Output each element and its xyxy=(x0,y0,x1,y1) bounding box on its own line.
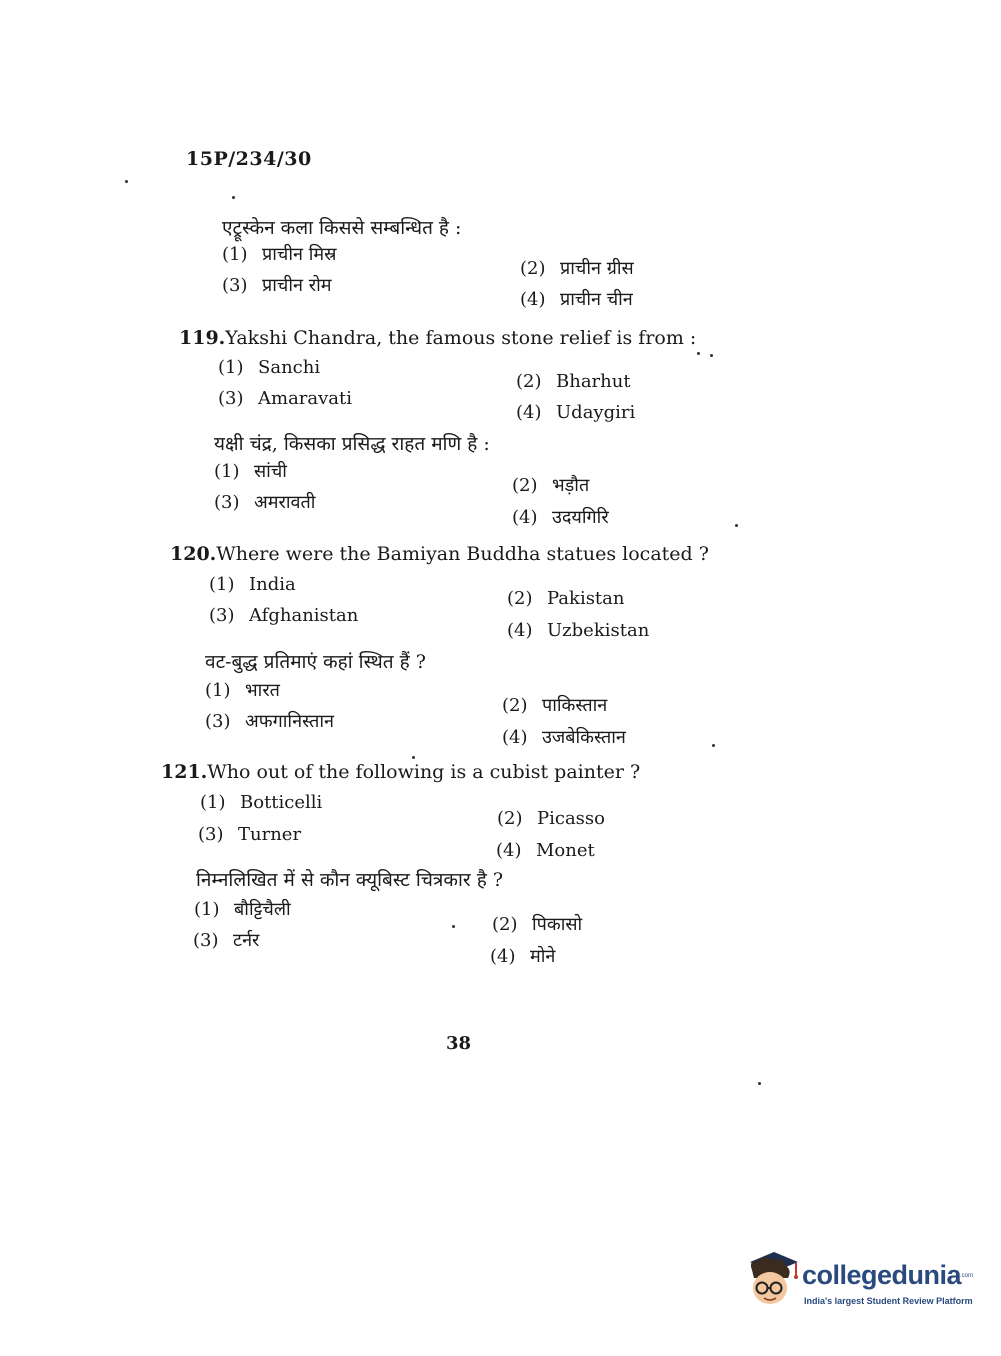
scan-speck xyxy=(412,756,415,759)
q119-hindi-option-3: (3) अमरावती xyxy=(214,492,316,513)
q121-option-4: (4) Monet xyxy=(496,840,595,861)
q119-option-4: (4) Udaygiri xyxy=(516,402,636,423)
q121-hindi-option-1: (1) बौट्टिचैली xyxy=(194,899,291,920)
q121-hindi-option-2: (2) पिकासो xyxy=(492,914,583,935)
q120-hindi-option-2: (2) पाकिस्तान xyxy=(502,695,608,716)
q119-hindi-question: यक्षी चंद्र, किसका प्रसिद्ध राहत मणि है : xyxy=(214,433,490,455)
q120-question: 120.Where were the Bamiyan Buddha statues located ? xyxy=(170,543,709,565)
mascot-icon xyxy=(742,1248,802,1310)
scan-speck xyxy=(697,352,700,355)
q119-hindi-option-2: (2) भड़ौत xyxy=(512,475,590,496)
q118-hindi-option-3: (3) प्राचीन रोम xyxy=(222,275,332,296)
q121-hindi-option-4: (4) मोने xyxy=(490,946,556,967)
logo-wordmark: collegedunia xyxy=(802,1260,962,1290)
scan-speck xyxy=(712,744,715,747)
collegedunia-logo xyxy=(742,1248,972,1318)
logo-domain: .com xyxy=(960,1273,974,1279)
q119-option-1: (1) Sanchi xyxy=(218,357,321,378)
q118-hindi-question: एट्रूस्केन कला किससे सम्बन्धित है : xyxy=(222,217,462,239)
q120-hindi-option-1: (1) भारत xyxy=(205,680,280,701)
q119-option-2: (2) Bharhut xyxy=(516,371,631,392)
q120-option-1: (1) India xyxy=(209,574,296,595)
paper-code: 15P/234/30 xyxy=(186,148,312,170)
scan-speck xyxy=(232,196,235,199)
q118-hindi-option-1: (1) प्राचीन मिस्र xyxy=(222,244,337,265)
scan-speck xyxy=(710,354,713,357)
q121-hindi-option-3: (3) टर्नर xyxy=(193,930,260,951)
scan-speck xyxy=(735,524,738,527)
q121-option-3: (3) Turner xyxy=(198,824,302,845)
scan-speck xyxy=(452,925,455,928)
scan-speck xyxy=(758,1082,761,1085)
q120-option-4: (4) Uzbekistan xyxy=(507,620,650,641)
q121-hindi-question: निम्नलिखित में से कौन क्यूबिस्ट चित्रकार है ? xyxy=(196,869,504,891)
scan-speck xyxy=(125,180,128,183)
q119-hindi-option-4: (4) उदयगिरि xyxy=(512,507,609,528)
q121-option-1: (1) Botticelli xyxy=(200,792,323,813)
q119-question: 119.Yakshi Chandra, the famous stone relief is from : xyxy=(179,327,697,349)
q119-option-3: (3) Amaravati xyxy=(218,388,353,409)
q120-hindi-option-4: (4) उजबेकिस्तान xyxy=(502,727,626,748)
q120-hindi-question: वट-बुद्ध प्रतिमाएं कहां स्थित हैं ? xyxy=(205,651,426,673)
q121-option-2: (2) Picasso xyxy=(497,808,605,829)
q120-option-3: (3) Afghanistan xyxy=(209,605,359,626)
q121-question: 121.Who out of the following is a cubist painter ? xyxy=(161,761,641,783)
q119-hindi-option-1: (1) सांची xyxy=(214,461,287,482)
q118-hindi-option-4: (4) प्राचीन चीन xyxy=(520,289,633,310)
logo-tagline: India's largest Student Review Platform xyxy=(804,1296,973,1306)
q118-hindi-option-2: (2) प्राचीन ग्रीस xyxy=(520,258,634,279)
page-number: 38 xyxy=(446,1033,472,1054)
q120-option-2: (2) Pakistan xyxy=(507,588,625,609)
q120-hindi-option-3: (3) अफगानिस्तान xyxy=(205,711,334,732)
